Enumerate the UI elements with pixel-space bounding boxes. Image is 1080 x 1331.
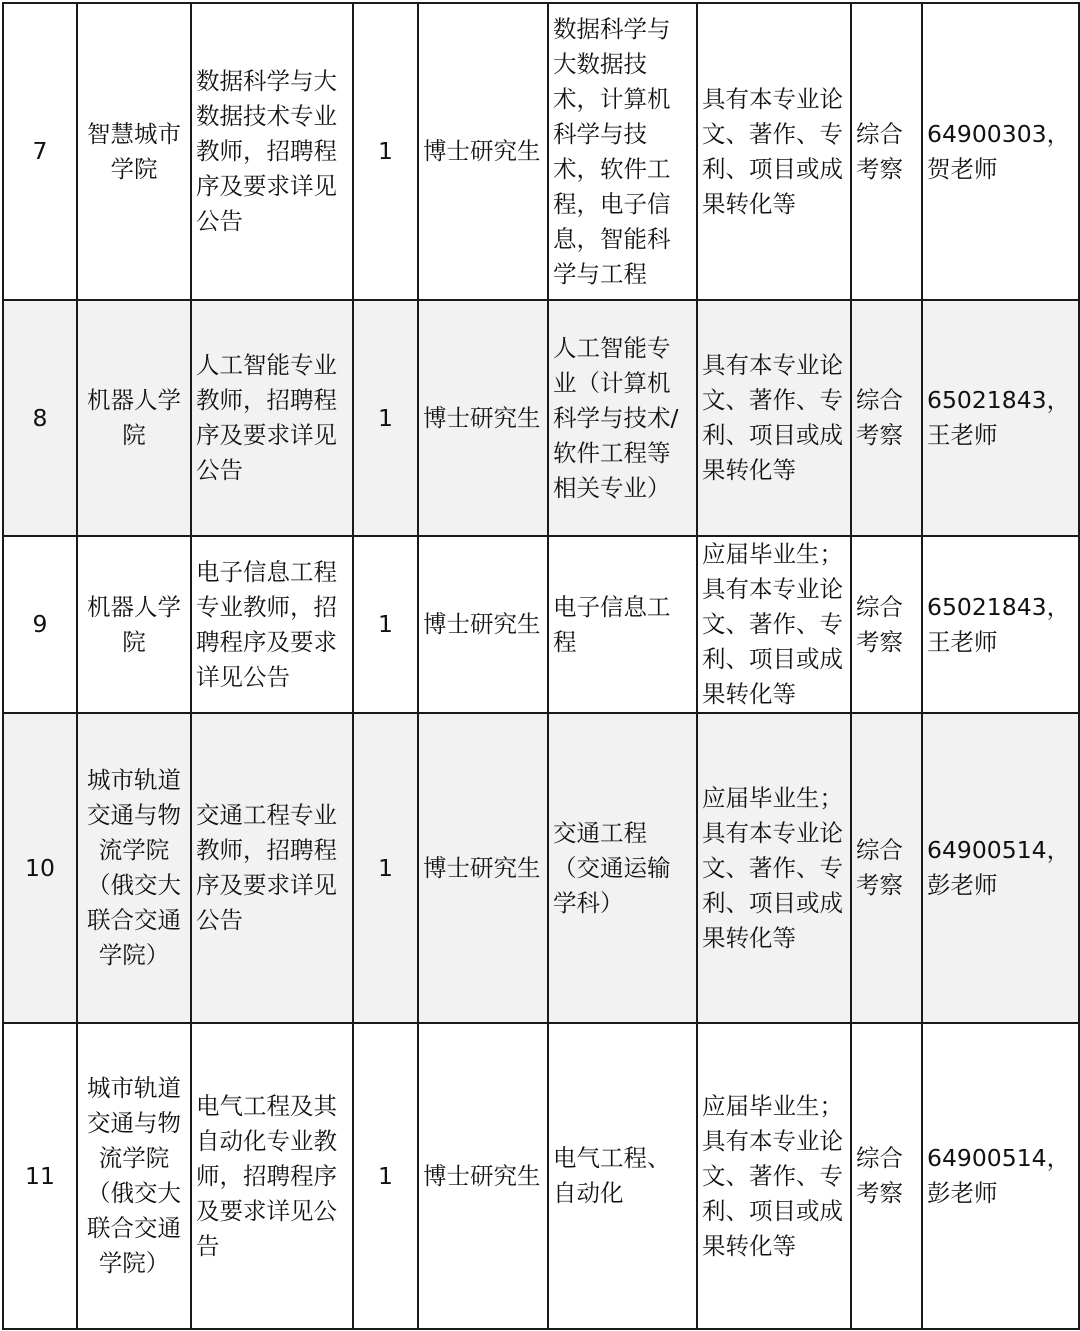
college-name: 城市轨道交通与物流学院（俄交大联合交通学院）: [77, 713, 191, 1023]
other-requirements: 应届毕业生；具有本专业论文、著作、专利、项目或成果转化等: [697, 713, 851, 1023]
position-description: 人工智能专业教师，招聘程序及要求详见公告: [191, 300, 353, 536]
other-requirements: 应届毕业生；具有本专业论文、著作、专利、项目或成果转化等: [697, 536, 851, 713]
major-requirement: 电子信息工程: [548, 536, 697, 713]
position-description: 电子信息工程专业教师，招聘程序及要求详见公告: [191, 536, 353, 713]
assessment-method: 综合考察: [851, 300, 922, 536]
contact-info: 64900303，贺老师: [922, 3, 1079, 300]
row-number: 9: [3, 536, 77, 713]
major-requirement: 电气工程、自动化: [548, 1023, 697, 1329]
row-number: 10: [3, 713, 77, 1023]
other-requirements: 具有本专业论文、著作、专利、项目或成果转化等: [697, 3, 851, 300]
other-requirements: 具有本专业论文、著作、专利、项目或成果转化等: [697, 300, 851, 536]
hiring-count: 1: [353, 3, 418, 300]
major-requirement: 数据科学与大数据技术，计算机科学与技术，软件工程，电子信息，智能科学与工程: [548, 3, 697, 300]
hiring-count: 1: [353, 1023, 418, 1329]
contact-info: 65021843，王老师: [922, 536, 1079, 713]
college-name: 机器人学院: [77, 536, 191, 713]
table-row: [3, 536, 1079, 713]
assessment-method: 综合考察: [851, 536, 922, 713]
table-row: [3, 3, 1079, 300]
degree-requirement: 博士研究生: [418, 536, 548, 713]
position-description: 电气工程及其自动化专业教师，招聘程序及要求详见公告: [191, 1023, 353, 1329]
hiring-count: 1: [353, 713, 418, 1023]
row-number: 11: [3, 1023, 77, 1329]
position-description: 数据科学与大数据技术专业教师，招聘程序及要求详见公告: [191, 3, 353, 300]
degree-requirement: 博士研究生: [418, 3, 548, 300]
major-requirement: 人工智能专业（计算机科学与技术/软件工程等相关专业）: [548, 300, 697, 536]
contact-info: 64900514，彭老师: [922, 1023, 1079, 1329]
hiring-count: 1: [353, 300, 418, 536]
contact-info: 64900514，彭老师: [922, 713, 1079, 1023]
assessment-method: 综合考察: [851, 1023, 922, 1329]
row-number: 7: [3, 3, 77, 300]
college-name: 城市轨道交通与物流学院（俄交大联合交通学院）: [77, 1023, 191, 1329]
hiring-count: 1: [353, 536, 418, 713]
other-requirements: 应届毕业生；具有本专业论文、著作、专利、项目或成果转化等: [697, 1023, 851, 1329]
assessment-method: 综合考察: [851, 713, 922, 1023]
degree-requirement: 博士研究生: [418, 713, 548, 1023]
college-name: 机器人学院: [77, 300, 191, 536]
college-name: 智慧城市学院: [77, 3, 191, 300]
table-row: [3, 300, 1079, 536]
assessment-method: 综合考察: [851, 3, 922, 300]
row-number: 8: [3, 300, 77, 536]
degree-requirement: 博士研究生: [418, 1023, 548, 1329]
position-description: 交通工程专业教师，招聘程序及要求详见公告: [191, 713, 353, 1023]
table-row: [3, 713, 1079, 1023]
contact-info: 65021843，王老师: [922, 300, 1079, 536]
degree-requirement: 博士研究生: [418, 300, 548, 536]
major-requirement: 交通工程（交通运输学科）: [548, 713, 697, 1023]
table-row: [3, 1023, 1079, 1329]
recruitment-table: [2, 2, 1080, 1330]
